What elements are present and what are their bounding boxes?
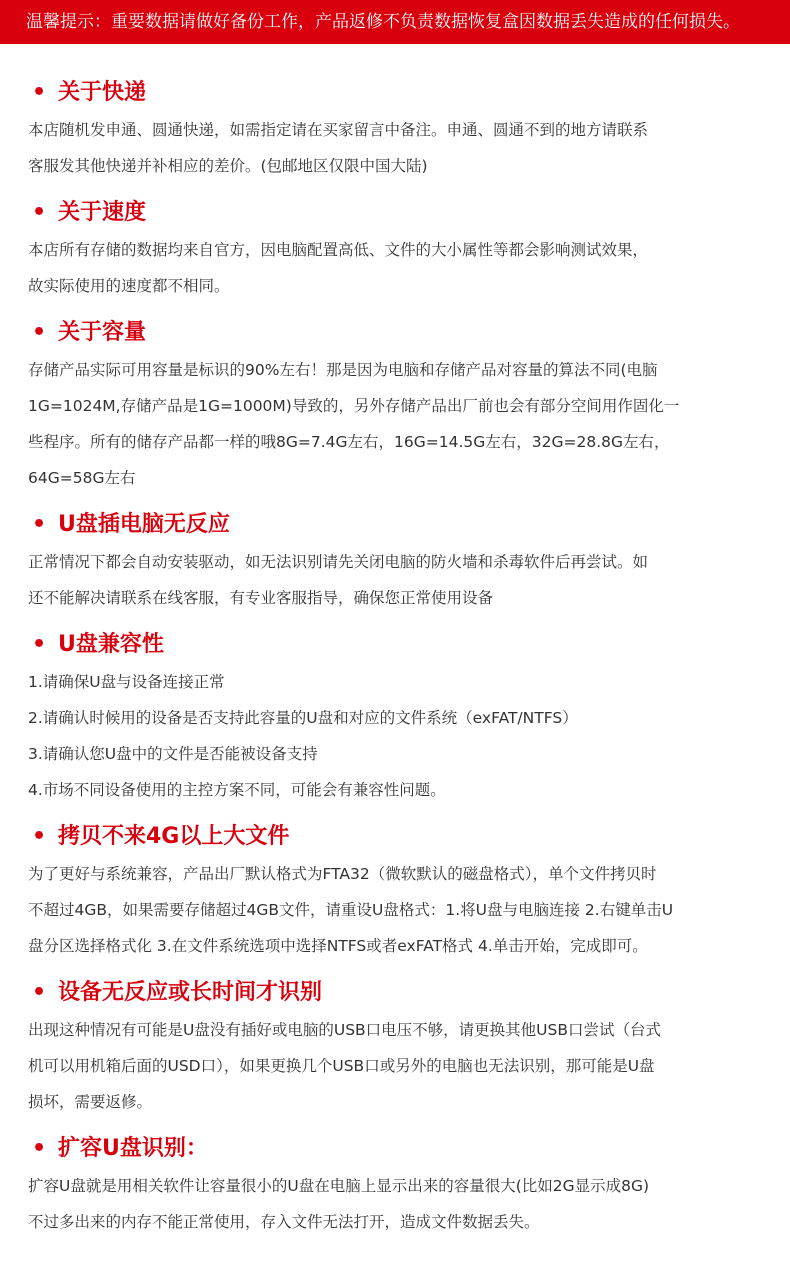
section-title: 关于速度 bbox=[58, 200, 147, 225]
section-body bbox=[28, 1168, 762, 1240]
section-title: 关于容量 bbox=[58, 320, 147, 345]
section-title: 关于快递 bbox=[58, 80, 147, 105]
bullet-icon: • bbox=[32, 80, 47, 105]
body-line: 不过多出来的内存不能正常使用，存入文件无法打开，造成文件数据丢失。 bbox=[28, 1213, 540, 1231]
body-line: 存储产品实际可用容量是标识的90%左右！那是因为电脑和存储产品对容量的算法不同(电脑 bbox=[28, 361, 658, 379]
body-line: 还不能解决请联系在线客服，有专业客服指导，确保您正常使用设备 bbox=[28, 589, 494, 607]
section-body bbox=[28, 1012, 762, 1120]
body-line: 本店随机发申通、圆通快递，如需指定请在买家留言中备注。申通、圆通不到的地方请联系 bbox=[28, 121, 649, 139]
bullet-icon: • bbox=[32, 512, 47, 537]
body-line: 本店所有存储的数据均来自官方，因电脑配置高低、文件的大小属性等都会影响测试效果， bbox=[28, 241, 649, 259]
section-heading bbox=[32, 510, 762, 540]
section-body bbox=[28, 856, 762, 964]
bullet-icon: • bbox=[32, 980, 47, 1005]
section-body bbox=[28, 544, 762, 616]
section-title: 扩容U盘识别： bbox=[58, 1136, 208, 1161]
section-body bbox=[28, 112, 762, 184]
body-line: 机可以用机箱后面的USD口），如果更换几个USB口或另外的电脑也无法识别，那可能是U盘 bbox=[28, 1057, 655, 1075]
section-heading bbox=[32, 78, 762, 108]
faq-section bbox=[28, 198, 762, 304]
faq-section bbox=[28, 510, 762, 616]
body-line: 4.市场不同设备使用的主控方案不同，可能会有兼容性问题。 bbox=[28, 781, 446, 799]
bullet-icon: • bbox=[32, 632, 47, 657]
body-line: 2.请确认时候用的设备是否支持此容量的U盘和对应的文件系统（exFAT/NTFS） bbox=[28, 709, 578, 727]
body-line: 盘分区选择格式化 3.在文件系统选项中选择NTFS或者exFAT格式 4.单击开始，完成即可。 bbox=[28, 937, 648, 955]
body-line: 3.请确认您U盘中的文件是否能被设备支持 bbox=[28, 745, 318, 763]
body-line: 1.请确保U盘与设备连接正常 bbox=[28, 673, 225, 691]
bullet-icon: • bbox=[32, 320, 47, 345]
notice-banner-text: 温馨提示：重要数据请做好备份工作，产品返修不负责数据恢复盒因数据丢失造成的任何损失。 bbox=[26, 12, 740, 32]
section-body bbox=[28, 664, 762, 808]
section-heading bbox=[32, 1134, 762, 1164]
bullet-icon: • bbox=[32, 824, 47, 849]
body-line: 故实际使用的速度都不相同。 bbox=[28, 277, 230, 295]
section-heading bbox=[32, 630, 762, 660]
section-title: U盘插电脑无反应 bbox=[58, 512, 230, 537]
faq-section bbox=[28, 78, 762, 184]
body-line: 正常情况下都会自动安装驱动，如无法识别请先关闭电脑的防火墙和杀毒软件后再尝试。如 bbox=[28, 553, 649, 571]
section-title: 拷贝不来4G以上大文件 bbox=[58, 824, 290, 849]
section-body bbox=[28, 232, 762, 304]
faq-section bbox=[28, 318, 762, 496]
section-title: 设备无反应或长时间才识别 bbox=[58, 980, 323, 1005]
section-title: U盘兼容性 bbox=[58, 632, 164, 657]
faq-section bbox=[28, 822, 762, 964]
body-line: 些程序。所有的储存产品都一样的哦8G=7.4G左右，16G=14.5G左右，32G=28.8G左右， bbox=[28, 433, 670, 451]
section-heading bbox=[32, 978, 762, 1008]
notice-banner bbox=[0, 0, 790, 44]
faq-section bbox=[28, 1134, 762, 1240]
bullet-icon: • bbox=[32, 200, 47, 225]
section-heading bbox=[32, 822, 762, 852]
body-line: 1G=1024M,存储产品是1G=1000M)导致的，另外存储产品出厂前也会有部分空间用作固化一 bbox=[28, 397, 680, 415]
faq-section bbox=[28, 978, 762, 1120]
body-line: 损坏，需要返修。 bbox=[28, 1093, 153, 1111]
body-line: 出现这种情况有可能是U盘没有插好或电脑的USB口电压不够，请更换其他USB口尝试（台式 bbox=[28, 1021, 661, 1039]
section-body bbox=[28, 352, 762, 496]
section-heading bbox=[32, 198, 762, 228]
body-line: 64G=58G左右 bbox=[28, 469, 136, 487]
body-line: 为了更好与系统兼容，产品出厂默认格式为FTA32（微软默认的磁盘格式），单个文件拷贝时 bbox=[28, 865, 657, 883]
bullet-icon: • bbox=[32, 1136, 47, 1161]
body-line: 不超过4GB，如果需要存储超过4GB文件，请重设U盘格式：1.将U盘与电脑连接 2.右键单击U bbox=[28, 901, 674, 919]
faq-content bbox=[0, 44, 790, 1240]
body-line: 客服发其他快递并补相应的差价。(包邮地区仅限中国大陆) bbox=[28, 157, 428, 175]
section-heading bbox=[32, 318, 762, 348]
body-line: 扩容U盘就是用相关软件让容量很小的U盘在电脑上显示出来的容量很大(比如2G显示成8G) bbox=[28, 1177, 650, 1195]
faq-section bbox=[28, 630, 762, 808]
